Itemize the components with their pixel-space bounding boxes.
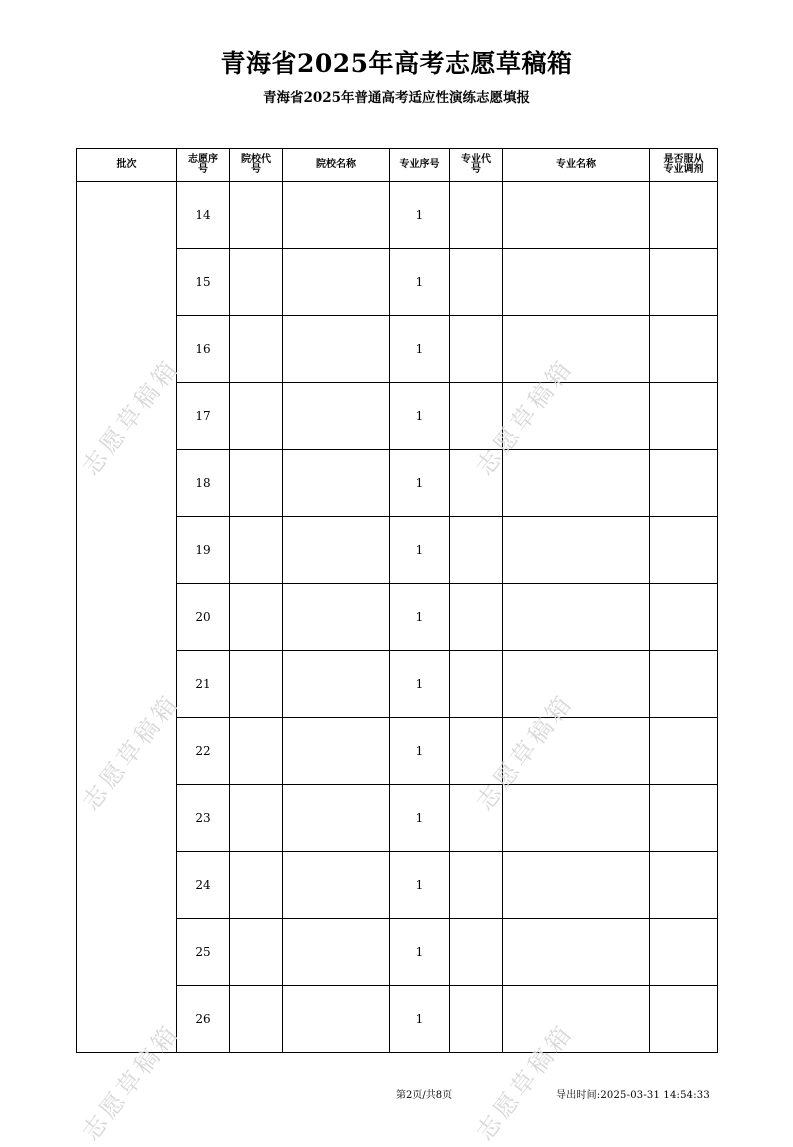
major-name-cell[interactable] — [503, 517, 650, 584]
major-code-cell[interactable] — [450, 517, 503, 584]
volunteer-seq-cell: 21 — [177, 651, 230, 718]
school-code-cell[interactable] — [230, 919, 283, 986]
school-code-cell[interactable] — [230, 986, 283, 1053]
adjustment-cell[interactable] — [650, 383, 718, 450]
major-name-cell[interactable] — [503, 249, 650, 316]
volunteer-seq-cell: 18 — [177, 450, 230, 517]
school-code-cell[interactable] — [230, 584, 283, 651]
export-timestamp: 导出时间:2025-03-31 14:54:33 — [556, 1090, 710, 1101]
major-code-cell[interactable] — [450, 316, 503, 383]
batch-cell — [77, 182, 177, 1053]
school-code-cell[interactable] — [230, 852, 283, 919]
school-name-cell[interactable] — [283, 651, 390, 718]
watermark-text: 志愿草稿箱 — [470, 688, 579, 816]
volunteer-seq-cell: 17 — [177, 383, 230, 450]
adjustment-cell[interactable] — [650, 852, 718, 919]
adjustment-cell[interactable] — [650, 919, 718, 986]
watermark-text: 志愿草稿箱 — [76, 1018, 185, 1146]
volunteer-seq-cell: 16 — [177, 316, 230, 383]
adjustment-cell[interactable] — [650, 249, 718, 316]
school-name-cell[interactable] — [283, 584, 390, 651]
major-seq-cell: 1 — [390, 584, 450, 651]
watermark-text: 志愿草稿箱 — [76, 688, 185, 816]
column-header-school-code: 院校代 号 — [230, 149, 283, 182]
major-code-cell[interactable] — [450, 249, 503, 316]
school-name-cell[interactable] — [283, 450, 390, 517]
school-name-cell[interactable] — [283, 517, 390, 584]
column-header-accept-adjustment: 是否服从 专业调剂 — [650, 149, 718, 182]
major-seq-cell: 1 — [390, 450, 450, 517]
major-code-cell[interactable] — [450, 718, 503, 785]
major-code-cell[interactable] — [450, 651, 503, 718]
page-number: 第2页/共8页 — [396, 1090, 453, 1101]
major-seq-cell: 1 — [390, 986, 450, 1053]
major-seq-cell: 1 — [390, 785, 450, 852]
watermark-text: 志愿草稿箱 — [470, 1018, 579, 1146]
adjustment-cell[interactable] — [650, 785, 718, 852]
school-name-cell[interactable] — [283, 383, 390, 450]
major-seq-cell: 1 — [390, 919, 450, 986]
major-name-cell[interactable] — [503, 718, 650, 785]
page-title: 青海省2025年高考志愿草稿箱 — [220, 49, 573, 78]
adjustment-cell[interactable] — [650, 182, 718, 249]
school-code-cell[interactable] — [230, 651, 283, 718]
column-header-major-seq: 专业序号 — [390, 149, 450, 182]
major-code-cell[interactable] — [450, 450, 503, 517]
major-code-cell[interactable] — [450, 182, 503, 249]
school-code-cell[interactable] — [230, 517, 283, 584]
major-seq-cell: 1 — [390, 517, 450, 584]
major-code-cell[interactable] — [450, 919, 503, 986]
watermark-text: 志愿草稿箱 — [470, 353, 579, 481]
page-subtitle: 青海省2025年普通高考适应性演练志愿填报 — [262, 90, 531, 106]
school-name-cell[interactable] — [283, 316, 390, 383]
school-name-cell[interactable] — [283, 852, 390, 919]
school-code-cell[interactable] — [230, 316, 283, 383]
major-code-cell[interactable] — [450, 986, 503, 1053]
major-name-cell[interactable] — [503, 182, 650, 249]
school-name-cell[interactable] — [283, 785, 390, 852]
table-header-row — [77, 149, 718, 182]
major-seq-cell: 1 — [390, 383, 450, 450]
school-name-cell[interactable] — [283, 182, 390, 249]
major-code-cell[interactable] — [450, 785, 503, 852]
adjustment-cell[interactable] — [650, 718, 718, 785]
school-name-cell[interactable] — [283, 919, 390, 986]
school-name-cell[interactable] — [283, 249, 390, 316]
column-header-school-name: 院校名称 — [283, 149, 390, 182]
major-name-cell[interactable] — [503, 986, 650, 1053]
major-name-cell[interactable] — [503, 383, 650, 450]
major-name-cell[interactable] — [503, 785, 650, 852]
column-header-volunteer-seq: 志愿序 号 — [177, 149, 230, 182]
adjustment-cell[interactable] — [650, 450, 718, 517]
adjustment-cell[interactable] — [650, 316, 718, 383]
adjustment-cell[interactable] — [650, 651, 718, 718]
volunteer-seq-cell: 23 — [177, 785, 230, 852]
school-code-cell[interactable] — [230, 182, 283, 249]
adjustment-cell[interactable] — [650, 584, 718, 651]
volunteer-table — [76, 148, 718, 1053]
major-seq-cell: 1 — [390, 249, 450, 316]
major-name-cell[interactable] — [503, 919, 650, 986]
volunteer-seq-cell: 25 — [177, 919, 230, 986]
school-code-cell[interactable] — [230, 718, 283, 785]
school-code-cell[interactable] — [230, 450, 283, 517]
major-seq-cell: 1 — [390, 316, 450, 383]
watermark-text: 志愿草稿箱 — [76, 353, 185, 481]
school-code-cell[interactable] — [230, 785, 283, 852]
school-code-cell[interactable] — [230, 249, 283, 316]
column-header-major-name: 专业名称 — [503, 149, 650, 182]
column-header-batch: 批次 — [77, 149, 177, 182]
adjustment-cell[interactable] — [650, 517, 718, 584]
school-name-cell[interactable] — [283, 986, 390, 1053]
volunteer-seq-cell: 20 — [177, 584, 230, 651]
major-seq-cell: 1 — [390, 852, 450, 919]
volunteer-seq-cell: 24 — [177, 852, 230, 919]
column-header-major-code: 专业代 号 — [450, 149, 503, 182]
volunteer-seq-cell: 15 — [177, 249, 230, 316]
table-row — [77, 182, 718, 249]
major-name-cell[interactable] — [503, 316, 650, 383]
major-name-cell[interactable] — [503, 852, 650, 919]
major-seq-cell: 1 — [390, 718, 450, 785]
volunteer-seq-cell: 19 — [177, 517, 230, 584]
major-code-cell[interactable] — [450, 584, 503, 651]
major-code-cell[interactable] — [450, 852, 503, 919]
major-seq-cell: 1 — [390, 182, 450, 249]
school-name-cell[interactable] — [283, 718, 390, 785]
school-code-cell[interactable] — [230, 383, 283, 450]
major-name-cell[interactable] — [503, 450, 650, 517]
adjustment-cell[interactable] — [650, 986, 718, 1053]
major-seq-cell: 1 — [390, 651, 450, 718]
major-code-cell[interactable] — [450, 383, 503, 450]
major-name-cell[interactable] — [503, 584, 650, 651]
volunteer-seq-cell: 22 — [177, 718, 230, 785]
volunteer-seq-cell: 14 — [177, 182, 230, 249]
major-name-cell[interactable] — [503, 651, 650, 718]
volunteer-seq-cell: 26 — [177, 986, 230, 1053]
